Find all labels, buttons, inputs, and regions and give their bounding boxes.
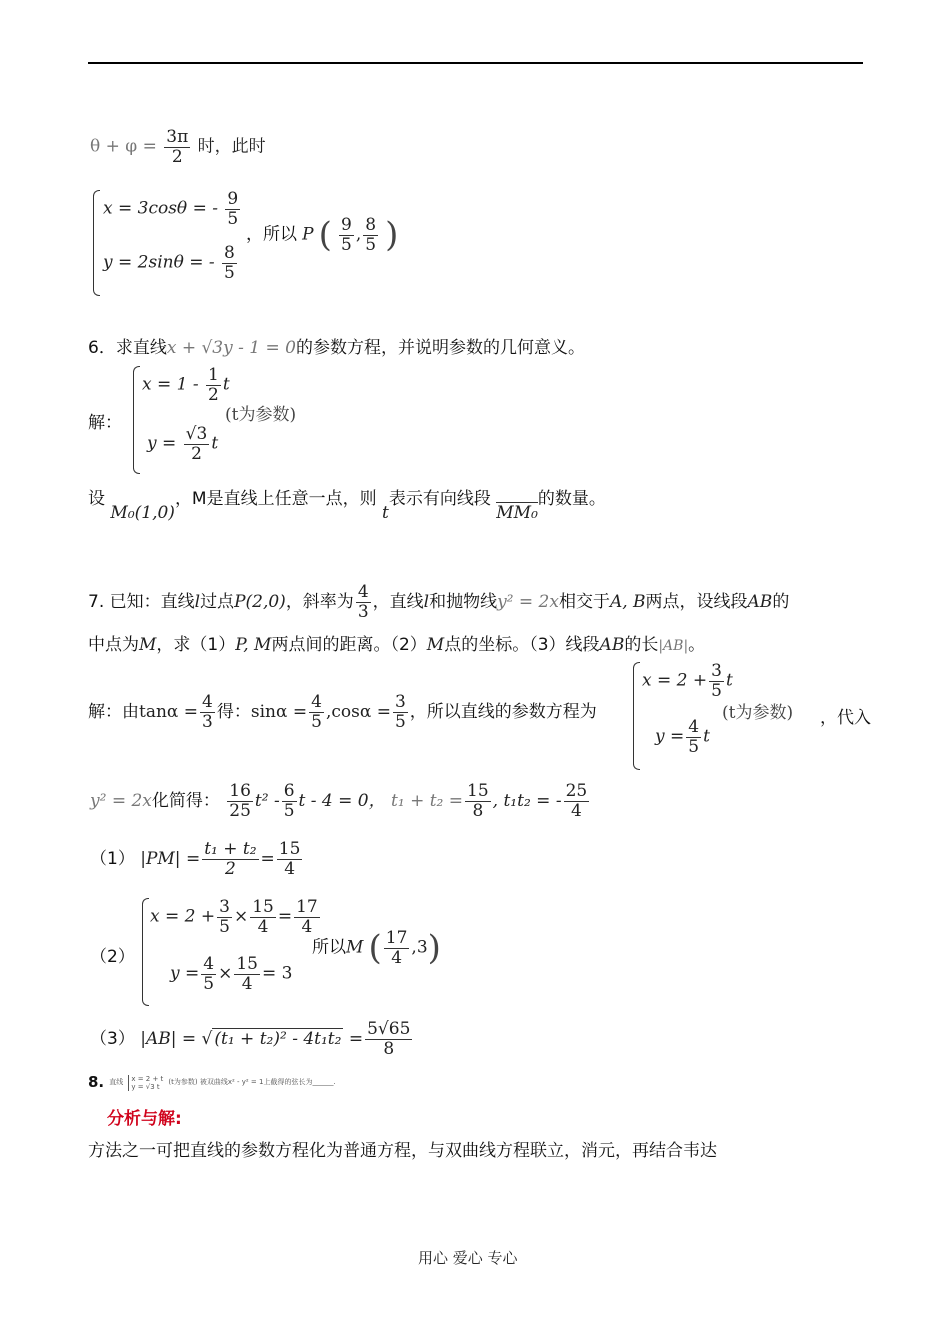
- page-footer: 用心 爱心 专心: [418, 1249, 518, 1267]
- q7-p2-label: （2）: [90, 947, 135, 967]
- q6-m-text: ，M是直线上任意一点，则: [174, 489, 377, 509]
- y-den: 5: [224, 262, 235, 283]
- q7-p1-rnum: 15: [278, 839, 301, 859]
- q6-text-a: 求直线: [115, 338, 167, 358]
- q7-sum-den: 8: [465, 801, 491, 821]
- q7-p2-mx-num: 17: [385, 927, 408, 948]
- q7-p1-den: 2: [202, 859, 258, 879]
- q8-tiny-b: (t为参数) 被双曲线x² - y² = 1上截得的弦长为______.: [168, 1078, 336, 1086]
- py-num: 8: [365, 214, 377, 235]
- q7-slope-num: 4: [357, 582, 369, 602]
- q6-x-den: 2: [208, 384, 219, 405]
- q6-set-line: [88, 484, 606, 523]
- q8-tiny-sys1: x = 2 + t: [131, 1074, 164, 1083]
- q7-l2e: 的长: [624, 635, 659, 655]
- q7-p3-eq: =: [348, 1029, 364, 1050]
- q6-eq: x + √3y - 1 = 0: [166, 338, 296, 358]
- q7-sub-text: 化简得：: [151, 791, 220, 812]
- px-num: 9: [341, 214, 352, 235]
- q7-pm: P, M: [235, 635, 272, 655]
- q7-q-rest: t - 4 = 0，: [298, 791, 386, 812]
- q8-method-text: 方法之一可把直线的参数方程化为普通方程，与双曲线方程联立，消元，再结合韦达: [88, 1141, 717, 1161]
- q6-x-eq: [142, 366, 230, 404]
- q7-py-eq: [655, 718, 710, 756]
- q7-py-num: 4: [688, 717, 700, 737]
- q6-x-t: t: [222, 374, 230, 395]
- q8-tiny-sys2: y = √3 t: [131, 1082, 160, 1091]
- q7-p2x-times: ×: [233, 906, 249, 927]
- q7-p2-my: ,3: [411, 937, 428, 958]
- q7-p2-so: 所以: [312, 937, 346, 958]
- p-comma: ,: [355, 224, 362, 245]
- cond-tail: 时，此时: [197, 136, 266, 157]
- q7-line1: [88, 583, 789, 621]
- q6-y-den: 2: [184, 444, 210, 464]
- q7-p2y-times: ×: [218, 963, 233, 984]
- condition-line: [90, 128, 266, 166]
- q7-l2a: 中点为: [88, 635, 139, 655]
- q7-sin: sinα =: [250, 702, 308, 723]
- q6-vector: MM₀: [496, 503, 538, 523]
- cond-lhs: θ + φ =: [90, 136, 157, 157]
- q7-prod-num: 25: [565, 781, 588, 801]
- q7-sub-eq: y² = 2x: [90, 791, 152, 812]
- q7-p2x-d3: 4: [294, 917, 320, 937]
- q7-p2y-d1: 5: [203, 973, 215, 994]
- q7-p2x-n3: 17: [296, 897, 318, 917]
- q7-sol-a: 解：由: [88, 702, 139, 723]
- q7-p3-den: 8: [365, 1039, 412, 1059]
- q7-l2f: 。: [688, 635, 706, 655]
- q7-p1-rden: 4: [277, 859, 303, 879]
- q7-tan: tanα =: [139, 702, 199, 723]
- q7-p2-m: M: [346, 937, 364, 958]
- q6-text-b: 的参数方程，并说明参数的几何意义。: [295, 338, 585, 358]
- header-rule: [88, 62, 863, 64]
- q7-part3: （3） |AB| = √ (t₁ + t₂)² - 4t₁t₂ = $\frac{5√65}{8}$: [90, 1019, 411, 1059]
- q7-ab2: AB: [747, 592, 773, 613]
- q7-sol-c: ，所以直线的参数方程为: [409, 702, 597, 723]
- q7-p3-label: （3）: [90, 1029, 135, 1050]
- q6-x-num: 1: [208, 365, 219, 385]
- q7-tan-den: 3: [202, 711, 213, 732]
- q7-l1a: 7. 已知：直线: [88, 592, 195, 613]
- q7-p2-x: [150, 898, 322, 936]
- q6-solution-label: 解：: [88, 413, 122, 433]
- q7-px-num: 3: [711, 661, 722, 681]
- q7-px-text: x = 2 +: [642, 670, 708, 691]
- q7-p2x-d1: 5: [219, 916, 230, 937]
- q7-ab: A, B: [609, 592, 646, 613]
- q6-set-label: 设: [88, 489, 105, 509]
- system-brace: [93, 190, 100, 296]
- q7-prod-den: 4: [564, 801, 590, 821]
- x-den: 5: [227, 208, 239, 229]
- q6-question: [88, 333, 585, 358]
- q7-l1d: ，直线: [372, 592, 424, 613]
- q7-p2x-d2: 4: [250, 917, 276, 937]
- q7-l2: l: [423, 592, 430, 613]
- q7-prod: , t₁t₂ = -: [492, 791, 562, 812]
- q7-param-note: (t为参数): [722, 703, 794, 723]
- q7-p2x-n1: 3: [219, 897, 230, 917]
- q7-cos-den: 5: [394, 711, 406, 732]
- x-equation: [103, 190, 242, 228]
- q7-sin-den: 5: [311, 711, 322, 732]
- cond-fraction: [164, 128, 190, 166]
- x-num: 9: [227, 189, 239, 209]
- q7-p2x-eq: =: [277, 906, 293, 927]
- q7-p2y-n2: 15: [236, 954, 258, 974]
- q7-q-den1: 25: [229, 800, 251, 821]
- q7-p2-result: 所以M ( $\frac{17}{4}$ ,3): [312, 927, 441, 968]
- q7-q-den2: 5: [283, 800, 295, 821]
- q7-l1g: 两点，设线段: [645, 592, 748, 613]
- q7-px-den: 5: [711, 680, 722, 701]
- q7-p1-num: t₁ + t₂: [204, 839, 257, 859]
- q7-l2d: 点的坐标。（3）线段: [444, 635, 600, 655]
- q7-p2y-n1: 4: [203, 954, 215, 974]
- q7-line2: [88, 630, 705, 655]
- q7-py-den: 5: [688, 736, 700, 757]
- q7-q-num1: 16: [229, 781, 251, 801]
- q7-py-text: y =: [655, 726, 685, 747]
- q7-p2y-text: y =: [170, 963, 200, 984]
- q7-q-t2: t² -: [254, 791, 280, 812]
- q8-number: 8.: [88, 1073, 105, 1091]
- q7-l1h: 的: [772, 592, 790, 613]
- y-num: 8: [224, 243, 235, 263]
- q6-m0: M₀(1,0): [110, 503, 175, 523]
- q6-end-text: 的数量。: [537, 489, 606, 509]
- q8-analysis-heading: 分析与解:: [107, 1109, 182, 1129]
- q7-p2-y: [170, 955, 292, 993]
- q7-p1-eq: =: [260, 849, 275, 870]
- q7-part1: [90, 840, 304, 878]
- q7-p3-rad: (t₁ + t₂)² - 4t₁t₂: [214, 1029, 342, 1050]
- q6-t-text: 表示有向线段: [388, 489, 491, 509]
- q7-slope-den: 3: [357, 601, 369, 622]
- q7-py-t: t: [703, 726, 710, 747]
- q7-l1b: 过点: [200, 592, 235, 613]
- q7-p2y-d2: 4: [234, 974, 260, 994]
- q7-parabola: y² = 2x: [497, 592, 559, 613]
- q7-p3-num: 5√65: [367, 1019, 411, 1039]
- q7-m2: M: [426, 635, 445, 655]
- cond-den: 2: [164, 147, 190, 167]
- point-p-result: ，所以 P ( $\frac{9}{5}$ , $\frac{8}{5}$ ): [246, 214, 399, 255]
- q6-y-t: t: [211, 433, 219, 454]
- q7-sum: t₁ + t₂ =: [391, 791, 464, 812]
- q7-l1f: 相交于: [558, 592, 610, 613]
- q6-number: 6．: [88, 338, 116, 358]
- q7-px-t: t: [725, 670, 733, 691]
- q7-q-num2: 6: [283, 781, 295, 801]
- q7-l2c: 两点间的距离。（2）: [271, 635, 427, 655]
- y-equation: [103, 244, 239, 282]
- q6-brace: [133, 366, 140, 474]
- q6-y-text: y =: [147, 433, 177, 454]
- q7-sol-b: 得：: [216, 702, 251, 723]
- q7-sin-num: 4: [311, 692, 322, 712]
- q7-p2y-res: = 3: [261, 963, 293, 984]
- q7-cos: ,cosα =: [325, 702, 391, 723]
- q6-y-eq: [147, 425, 218, 463]
- py-den: 5: [365, 234, 377, 255]
- q7-param-brace: [633, 662, 640, 770]
- so-text: ，所以: [246, 224, 297, 245]
- x-eq-text: x = 3cosθ = -: [103, 198, 218, 219]
- q7-l2b: ，求（1）: [156, 635, 236, 655]
- q6-x-text: x = 1 -: [142, 374, 199, 395]
- q7-p: P(2,0): [234, 592, 286, 613]
- q7-m: M: [139, 635, 157, 655]
- q7-p1-lhs: |PM| =: [140, 849, 201, 870]
- q7-quadratic-line: [90, 782, 591, 820]
- q7-abs-ab: |AB|: [658, 638, 689, 654]
- q7-l1c: ，斜率为: [285, 592, 354, 613]
- px-den: 5: [341, 234, 352, 255]
- q7-cos-num: 3: [394, 692, 406, 712]
- q8-tiny-a: 直线: [109, 1078, 124, 1086]
- q7-sol-d: ，代入: [820, 708, 871, 728]
- cond-num: 3π: [166, 127, 189, 147]
- p-label: P: [302, 224, 314, 245]
- q7-tan-num: 4: [202, 692, 213, 712]
- q6-t-var: t: [382, 503, 389, 523]
- q6-y-num: √3: [185, 424, 208, 444]
- y-eq-text: y = 2sinθ = -: [103, 252, 215, 273]
- q6-param-note: (t为参数): [225, 405, 297, 425]
- q7-p2x-n2: 15: [252, 897, 274, 917]
- q7-px-eq: [642, 662, 733, 700]
- q7-p2-brace: [142, 898, 149, 1006]
- q7-p2-mx-den: 4: [384, 948, 410, 968]
- q7-solution-line: [88, 693, 597, 731]
- q8-question: [88, 1072, 336, 1091]
- q7-p1-label: （1）: [90, 849, 135, 870]
- q7-p2x-text: x = 2 +: [150, 906, 216, 927]
- q7-l1e: 和抛物线: [429, 592, 498, 613]
- q7-sum-num: 15: [467, 781, 489, 801]
- q7-ab3: AB: [599, 635, 625, 655]
- q7-p3-lhs: |AB| =: [140, 1029, 197, 1050]
- q7-l1: l: [194, 592, 201, 613]
